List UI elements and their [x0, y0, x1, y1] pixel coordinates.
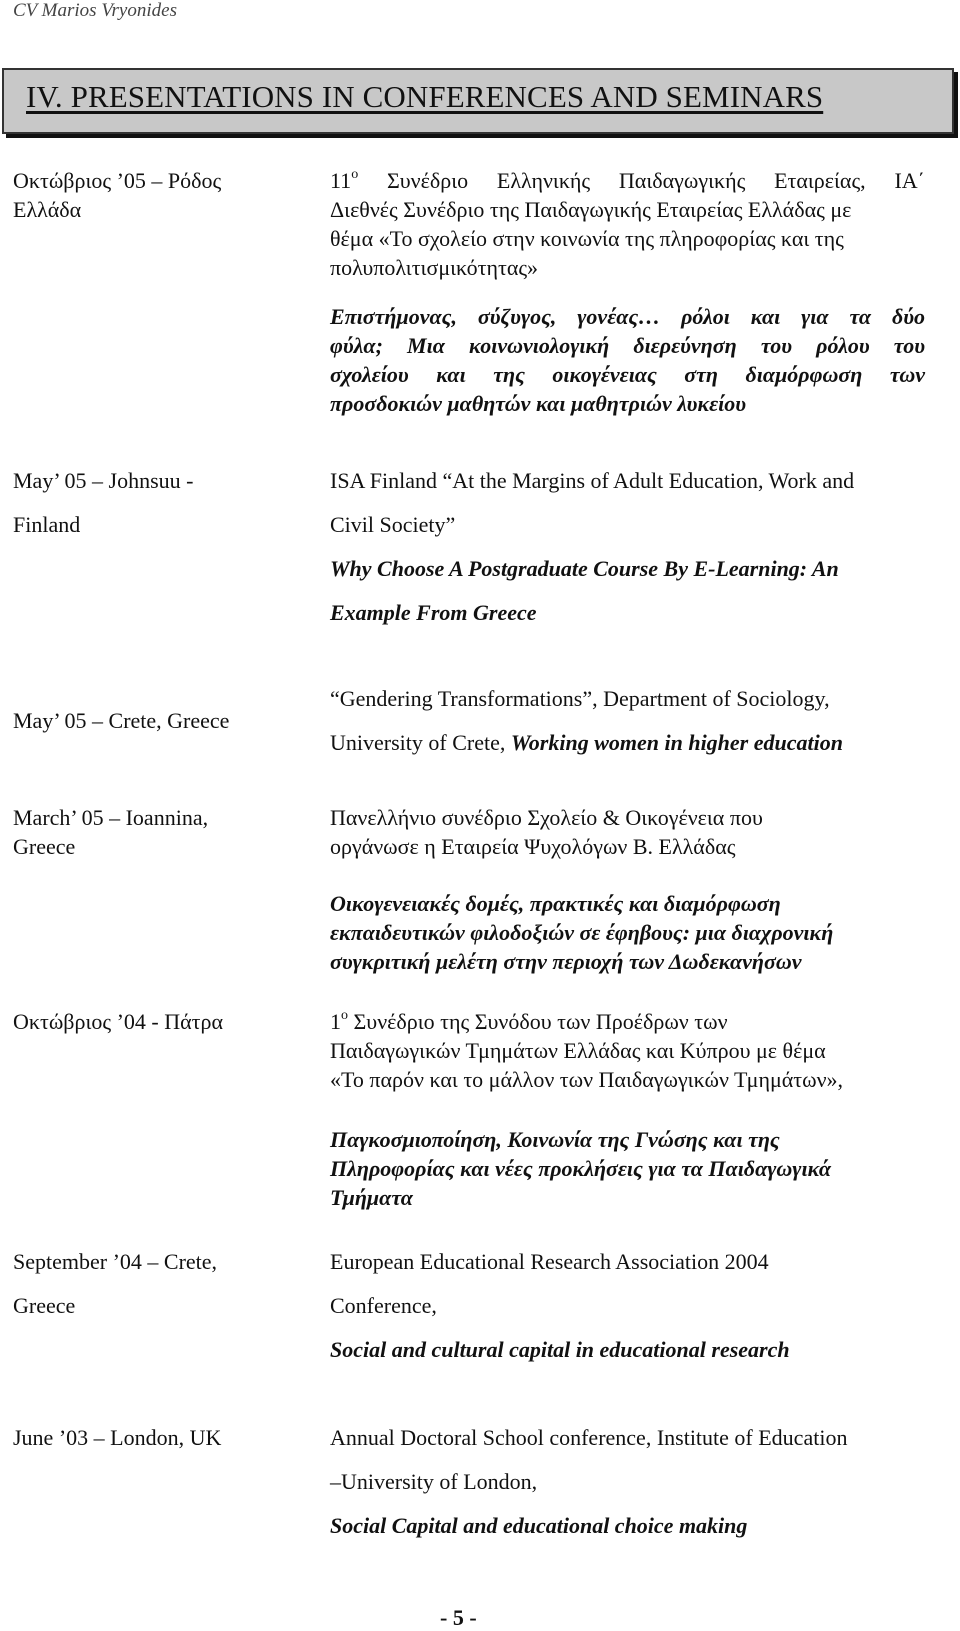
event-line: Διεθνές Συνέδριο της Παιδαγωγικής Εταιρείας Ελλάδας με — [330, 197, 852, 222]
entry-event — [330, 1007, 925, 1094]
title-line: Οικογενειακές δομές, πρακτικές και διαμόρφωση — [330, 891, 781, 916]
title-line: Why Choose A Postgraduate Course By E-Learning: An — [330, 556, 839, 581]
event-line: «Το παρόν και το μάλλον των Παιδαγωγικών Τμημάτων», — [330, 1067, 844, 1092]
event-line: ISA Finland “At the Margins of Adult Education, Work and — [330, 468, 855, 493]
date-line: September ’04 – Crete, — [13, 1249, 218, 1274]
entry-event — [330, 166, 925, 282]
title-line: Επιστήμονας, σύζυγος, γονέας… ρόλοι και για τα δύο — [330, 304, 925, 329]
entry-date — [13, 1416, 313, 1460]
entry-date — [13, 1240, 313, 1328]
presentation-title: Social and cultural capital in educational research — [330, 1337, 790, 1362]
title-line: εκπαιδευτικών φιλοδοξιών σε έφηβους: μια διαχρονική — [330, 920, 834, 945]
entry-event — [330, 1416, 925, 1548]
date-line: Ελλάδα — [13, 197, 82, 222]
entry-event — [330, 803, 925, 861]
date-line: Finland — [13, 512, 81, 537]
title-line: συγκριτική μελέτη στην περιοχή των Δωδεκανήσων — [330, 949, 802, 974]
title-line: Πληροφορίας και νέες προκλήσεις για τα Παιδαγωγικά — [330, 1156, 831, 1181]
event-line: Civil Society” — [330, 512, 456, 537]
date-line: May’ 05 – Johnsuu - — [13, 468, 194, 493]
event-line: πολυπολιτισμικότητας» — [330, 255, 539, 280]
entry-date — [13, 803, 313, 861]
presentation-title — [330, 1125, 925, 1212]
section-heading — [2, 68, 954, 134]
event-line: οργάνωσε η Εταιρεία Ψυχολόγων Β. Ελλάδας — [330, 834, 736, 859]
event-line: Conference, — [330, 1293, 437, 1318]
event-line: $1^o$ Συνέδριο της Συνόδου των Προέδρων των — [330, 1008, 728, 1034]
presentation-title — [330, 302, 925, 418]
date-line: May’ 05 – Crete, Greece — [13, 708, 230, 733]
event-line: “Gendering Transformations”, Department of Sociology, — [330, 686, 830, 711]
entry-event — [330, 459, 925, 635]
date-line: March’ 05 – Ioannina, — [13, 805, 209, 830]
section-title: IV. PRESENTATIONS IN CONFERENCES AND SEMINARS — [26, 79, 824, 114]
title-line: σχολείου και της οικογένειας στη διαμόρφωση των — [330, 362, 925, 387]
date-line: Greece — [13, 834, 76, 859]
presentation-title: Working women in higher education — [510, 730, 843, 755]
entry-date — [13, 699, 313, 743]
page-number: - 5 - — [440, 1605, 477, 1630]
title-line: Παγκοσμιοποίηση, Κοινωνία της Γνώσης και της — [330, 1127, 780, 1152]
date-line: Greece — [13, 1293, 76, 1318]
title-line: προσδοκιών μαθητών και μαθητριών λυκείου — [330, 391, 747, 416]
title-line: Τμήματα — [330, 1185, 413, 1210]
running-header: CV Marios Vryonides — [13, 0, 177, 21]
presentation-title — [330, 889, 925, 976]
event-line: –University of London, — [330, 1469, 538, 1494]
entry-date — [13, 1007, 313, 1036]
event-line: University of Crete, Working women in higher education — [330, 730, 843, 755]
event-line: θέμα «Το σχολείο στην κοινωνία της πληροφορίας και της — [330, 226, 844, 251]
title-line: Example From Greece — [330, 600, 537, 625]
entry-date — [13, 166, 313, 224]
title-line: φύλα; Μια κοινωνιολογική διερεύνηση του ρόλου του — [330, 333, 925, 358]
entry-date — [13, 459, 313, 547]
date-line: June ’03 – London, UK — [13, 1425, 222, 1450]
presentation-title: Social Capital and educational choice making — [330, 1513, 748, 1538]
event-line: Annual Doctoral School conference, Institute of Education — [330, 1425, 848, 1450]
entry-event — [330, 677, 925, 765]
event-line: Πανελλήνιο συνέδριο Σχολείο & Οικογένεια που — [330, 805, 763, 830]
event-line: $11^o$ Συνέδριο Ελληνικής Παιδαγωγικής Εταιρείας, ΙΑ΄ — [330, 167, 925, 193]
date-line: Οκτώβριος ’05 – Ρόδος — [13, 168, 222, 193]
date-line: Οκτώβριος ’04 - Πάτρα — [13, 1009, 224, 1034]
event-line: European Educational Research Association 2004 — [330, 1249, 769, 1274]
event-line: Παιδαγωγικών Τμημάτων Ελλάδας και Κύπρου με θέμα — [330, 1038, 826, 1063]
entry-event — [330, 1240, 925, 1372]
